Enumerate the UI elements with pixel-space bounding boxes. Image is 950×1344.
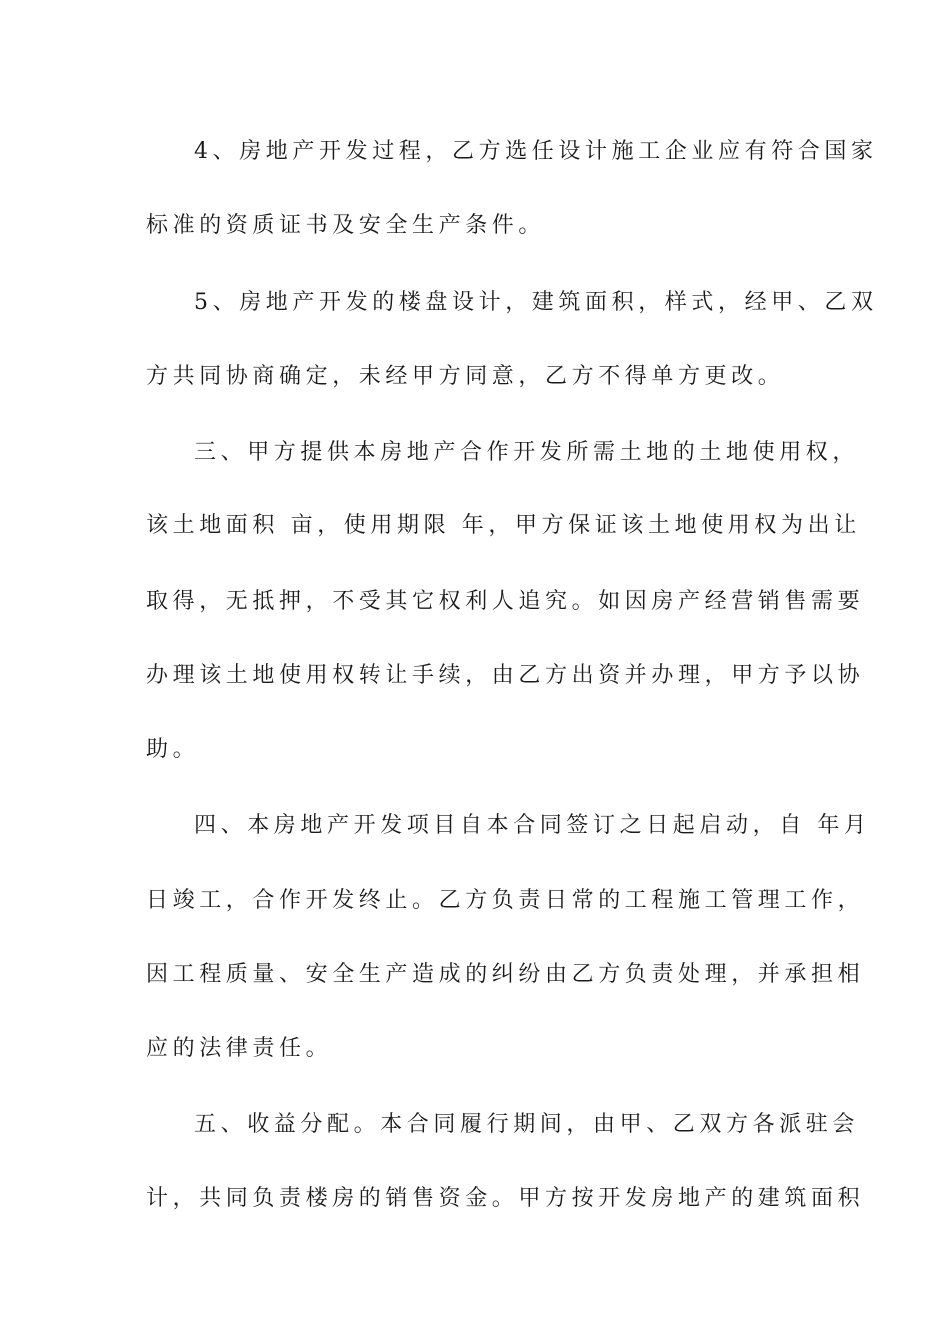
text-line: 该土地面积 亩，使用期限 年，甲方保证该土地使用权为出让 xyxy=(146,513,861,538)
text-line: 四、本房地产开发项目自本合同签订之日起启动，自 年月 xyxy=(194,813,871,838)
text-line: 三、甲方提供本房地产合作开发所需土地的土地使用权， xyxy=(194,440,860,465)
text-line: 4、房地产开发过程，乙方选任设计施工企业应有符合国家 xyxy=(194,139,878,164)
text-line: 标准的资质证书及安全生产条件。 xyxy=(146,213,546,238)
text-line: 五、收益分配。本合同履行期间，由甲、乙双方各派驻会 xyxy=(194,1112,860,1137)
text-line: 日竣工，合作开发终止。乙方负责日常的工程施工管理工作， xyxy=(146,888,865,913)
text-line: 取得，无抵押，不受其它权利人追究。如因房产经营销售需要 xyxy=(146,589,865,614)
text-line: 因工程质量、安全生产造成的纠纷由乙方负责处理，并承担相 xyxy=(146,962,865,987)
text-line: 助。 xyxy=(146,737,200,762)
text-line: 5、房地产开发的楼盘设计，建筑面积，样式，经甲、乙双 xyxy=(194,290,878,315)
text-line: 应的法律责任。 xyxy=(146,1036,333,1061)
text-line: 方共同协商确定，未经甲方同意，乙方不得单方更改。 xyxy=(146,364,785,389)
text-line: 计，共同负责楼房的销售资金。甲方按开发房地产的建筑面积 xyxy=(146,1186,865,1211)
text-line: 办理该土地使用权转让手续，由乙方出资并办理，甲方予以协 xyxy=(146,663,865,688)
